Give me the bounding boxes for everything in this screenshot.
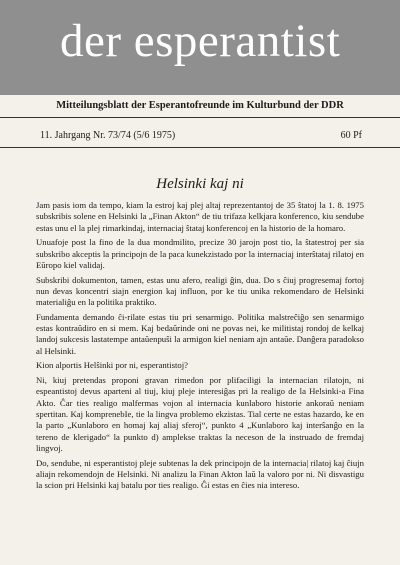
article-title: Helsinki kaj ni <box>156 176 244 192</box>
article-paragraph: Do, sendube, ni esperantistoj pleje subtenas la dek principojn de la internacia| rilatoj kaj ĉiujn aliajn rekomendojn de Helsinki. Ni analizu la Finan Akton laŭ la valoro por ni. Ni disvastigu la scion pri Helsinki kaj batalu por ties realigo. Ĝi estas en ĉies nia intereso. <box>36 457 364 491</box>
publication-subtitle: Mitteilungsblatt der Esperantofreunde im Kulturbund der DDR <box>56 100 344 111</box>
article-body <box>36 200 364 495</box>
article-paragraph: Subskribi dokumenton, tamen, estas unu afero, realigi ĝin, dua. Do s ĉiuj progresemaj fortoj nun devas koncentri siajn energion kaj influon, por ke tiu unika rekomendaro de Helsinki materialiĝu en la politika praktiko. <box>36 274 364 308</box>
article-paragraph: Fundamenta demando ĉi-rilate estas tiu pri senarmigo. Politika malstreĉiĝo sen senarmigo estas kontraŭdiro en si mem. Kaj bedaŭrinde oni ne povas nei, ke militistaj rondoj de kelkaj landoj sukcesis lastatempe antaŭenpuŝi la armigon kiel neniam ajn antaŭe. Danĝera paradokso al Helsinki. <box>36 311 364 356</box>
article-paragraph: Unuafoje post la fino de la dua mondmilito, precize 30 jarojn post tio, la ŝtatestroj per sia subskribo akceptis la principojn de la paca kunekzistado por la internaciaj interŝtataj rilatoj en Eŭropo kiel validaj. <box>36 237 364 270</box>
header-rule-bottom <box>0 147 400 148</box>
article-paragraph: Jam pasis iom da tempo, kiam la estroj kaj plej altaj reprezentantoj de 35 ŝtatoj la 1. 8. 1975 subskribis solene en Helsinki la „Finan Akton“ de tiu trifaza kelkjara konferenco, kiu sendube estas unu el la plej rimarkindaj, internaciaj ŝtataj konferencoj en la historio de la homaro. <box>36 200 364 233</box>
issue-number: 11. Jahrgang Nr. 73/74 (5/6 1975) <box>40 130 176 141</box>
masthead-banner <box>0 0 400 95</box>
header-rule-top <box>0 117 400 118</box>
issue-price: 60 Pf <box>340 130 362 141</box>
article-paragraph: Ni, kiuj pretendas proponi gravan rimedon por plifaciligi la internacian rilatojn, ni espeantistoj devus aparteni al tiuj, kiuj pleje interesiĝas pri la realigo de la Helsinki-a Fina Akto. Ĉar ties realigo malfermas vojon al internacia kunlaboro historie ankoraŭ neniam spertitan. Kaj komprenebIe, tie la lingva problemo ekzistas. Tial certe ne estas hazardo, ke en la parto „Kunlaboro en homaj kaj aliaj sferoj“, punkto 4 „Kunlaboro kaj interŝanĝo en la tereno de klerigado“ la punkto d) amplekse traktas la neceson de la instruado de fremdaj lingvoj. <box>36 375 364 453</box>
masthead-title: der esperantist <box>60 15 341 67</box>
issue-line <box>40 130 362 141</box>
article-paragraph: Kion alportis Helŝinki por ni, esperantistoj? <box>36 360 189 371</box>
